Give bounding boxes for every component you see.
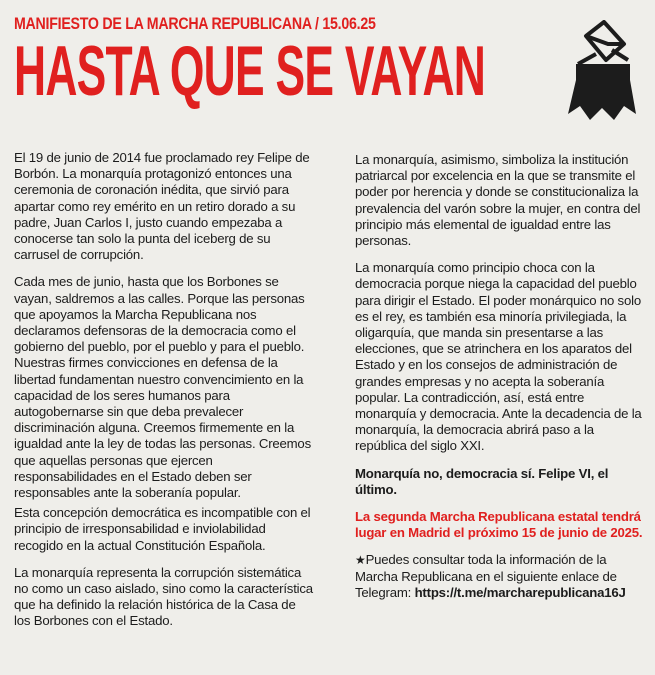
march-announcement: La segunda Marcha Republicana estatal tendrá lugar en Madrid el próximo 15 de junio de 2025. bbox=[355, 509, 643, 541]
left-paragraph-2: Cada mes de junio, hasta que los Borbones se vayan, saldremos a las calles. Porque las personas que apoyamos la Marcha Republicana nos declaramos defensoras de la democracia como el gobierno del pueblo, por el pueblo y para el pueblo. Nuestras firmes convicciones en defensa de la libertad fundamentan nuestro convencimiento en la capacidad de los seres humanos para autogobernarse sin que deba prevalecer discriminación alguna. Creemos firmemente en la igualdad ante la ley de todas las personas. Creemos que aquellas personas que ejercen responsabilidades en el Estado deben ser responsables ante la soberanía popular. bbox=[14, 274, 311, 501]
left-paragraph-3: Esta concepción democrática es incompatible con el principio de irresponsabilidad e inviolabilidad recogido en la actual Constitución Española. bbox=[14, 505, 311, 553]
manifesto-title: HASTA QUE SE VAYAN bbox=[14, 31, 486, 111]
telegram-info bbox=[355, 552, 645, 601]
left-paragraph-1: El 19 de junio de 2014 fue proclamado rey Felipe de Borbón. La monarquía protagonizó entonces una ceremonia de coronación inédita, que sirvió para apartar como rey emérito en un retiro dorado a su padre, Juan Carlos I, justo cuando empezaba a conocerse tan solo la punta del iceberg de su carrusel de corrupción. bbox=[14, 150, 310, 263]
ballot-box-icon bbox=[566, 20, 638, 126]
slogan: Monarquía no, democracia sí. Felipe VI, el último. bbox=[355, 465, 609, 497]
telegram-info-text: Puedes consultar toda la información de la Marcha Republicana en el siguiente enlace de Telegram: bbox=[355, 552, 617, 600]
telegram-link[interactable]: https://t.me/marcharepublicana16J bbox=[414, 584, 626, 600]
star-icon: ★ bbox=[355, 553, 366, 568]
manifesto-subtitle: MANIFIESTO DE LA MARCHA REPUBLICANA / 15.06.25 bbox=[14, 15, 376, 33]
left-paragraph-4: La monarquía representa la corrupción sistemática no como un caso aislado, sino como la característica que ha definido la relación histórica de la Casa de los Borbones con el Estado. bbox=[14, 564, 313, 629]
left-column bbox=[14, 150, 314, 641]
right-paragraph-1: La monarquía, asimismo, simboliza la institución patriarcal por excelencia en la que se transmite el poder por herencia y donde se constitucionaliza la prevalencia del varón sobre la mujer, en contra del principio más elemental de igualdad entre las personas. bbox=[355, 152, 641, 249]
right-column bbox=[355, 152, 645, 612]
right-paragraph-2: La monarquía como principio choca con la democracia porque niega la capacidad del pueblo para dirigir el Estado. El poder monárquico no solo es el rey, es también esa minoría privilegiada, la oligarquía, que manda sin presentarse a las elecciones, que se atrinchera en los aparatos del Estado y en los consejos de administración de grandes empresas y no acepta la soberanía popular. La contradicción, así, está entre monarquía y democracia. Ante la decadencia de la monarquía, la democracia abrirá paso a la república del siglo XXI. bbox=[355, 260, 642, 454]
manifesto-header bbox=[14, 14, 574, 111]
